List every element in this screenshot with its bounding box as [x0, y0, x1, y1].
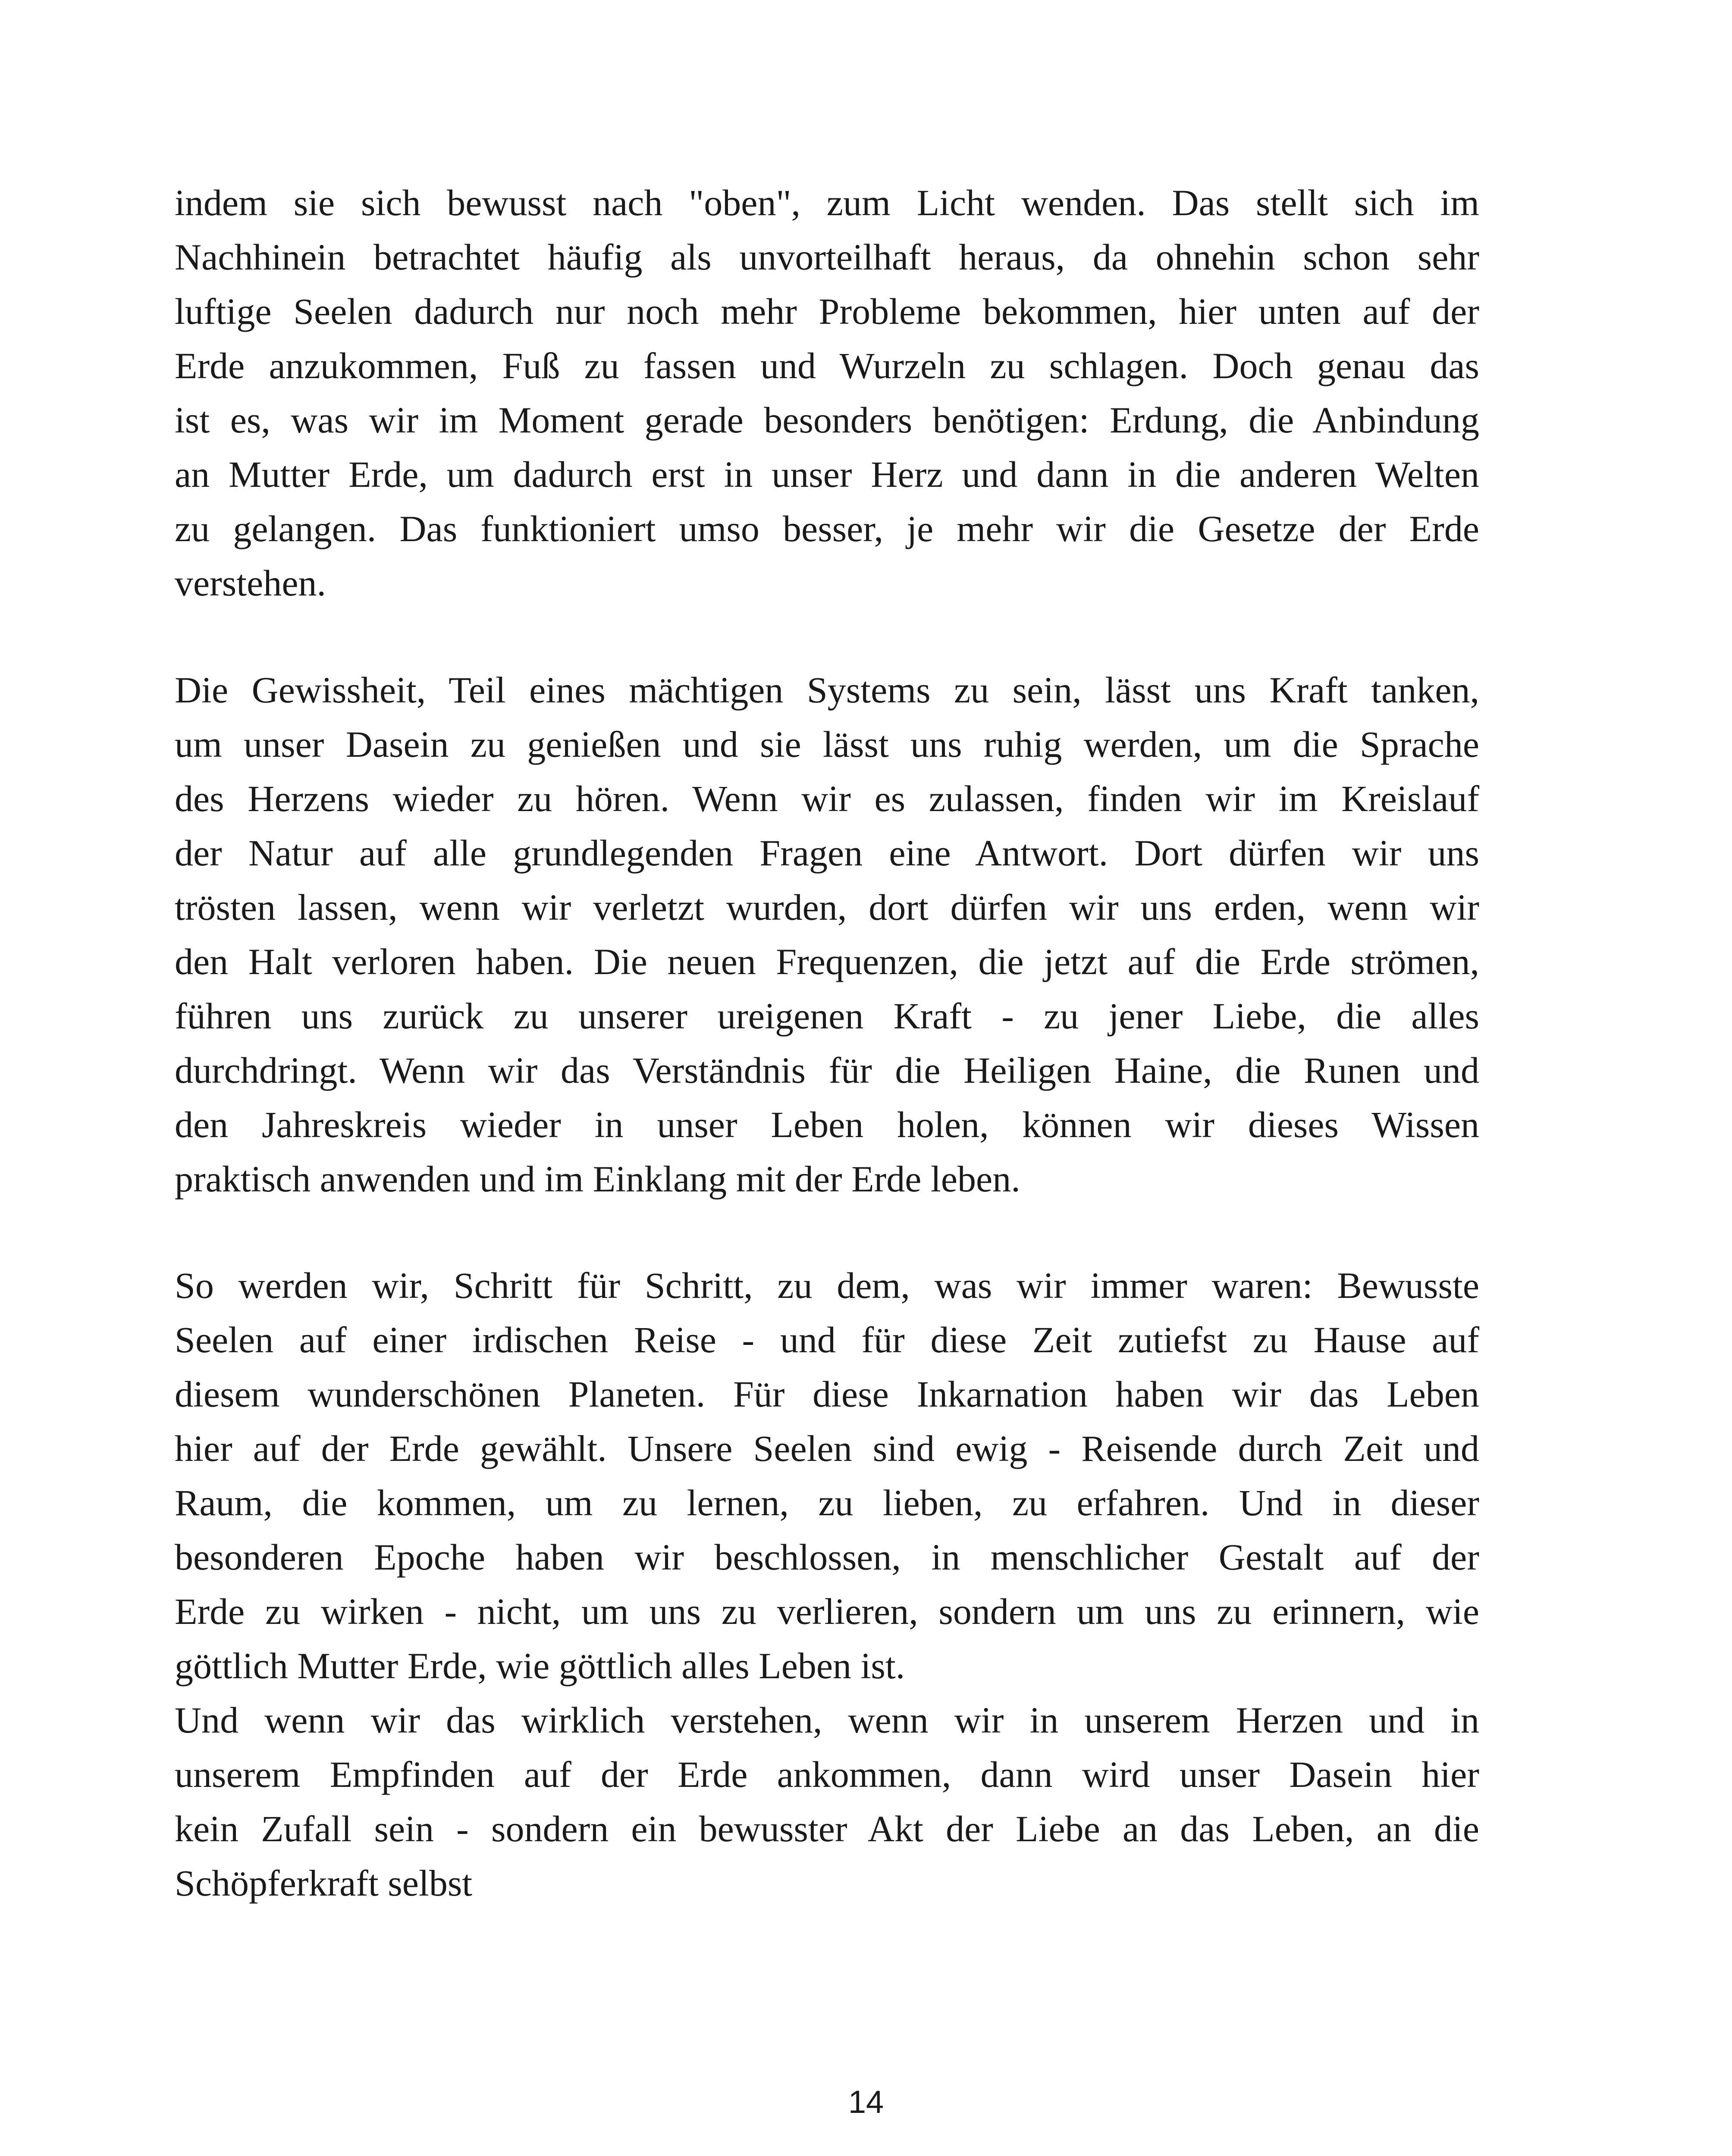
- text-line: diesem wunderschönen Planeten. Für diese Inkarnation haben wir das Leben: [175, 1373, 1479, 1415]
- text-line: luftige Seelen dadurch nur noch mehr Probleme bekommen, hier unten auf der: [175, 291, 1479, 332]
- text-line: an Mutter Erde, um dadurch erst in unser Herz und dann in die anderen Welten: [175, 454, 1479, 495]
- text-line: Nachhinein betrachtet häufig als unvorteilhaft heraus, da ohnehin schon sehr: [175, 236, 1479, 278]
- text-line: Erde anzukommen, Fuß zu fassen und Wurzeln zu schlagen. Doch genau das: [175, 345, 1479, 386]
- text-line: den Jahreskreis wieder in unser Leben holen, können wir dieses Wissen: [175, 1104, 1479, 1145]
- text-line: hier auf der Erde gewählt. Unsere Seelen sind ewig - Reisende durch Zeit und: [175, 1428, 1479, 1469]
- text-line: des Herzens wieder zu hören. Wenn wir es zulassen, finden wir im Kreislauf: [175, 778, 1479, 819]
- text-line: kein Zufall sein - sondern ein bewusster Akt der Liebe an das Leben, an die: [175, 1808, 1479, 1849]
- paragraph-1: [175, 175, 1479, 610]
- text-line: Und wenn wir das wirklich verstehen, wenn wir in unserem Herzen und in: [175, 1699, 1479, 1741]
- text-line: göttlich Mutter Erde, wie göttlich alles Leben ist.: [175, 1645, 905, 1686]
- text-line: trösten lassen, wenn wir verletzt wurden, dort dürfen wir uns erden, wenn wir: [175, 887, 1479, 928]
- text-line: den Halt verloren haben. Die neuen Frequenzen, die jetzt auf die Erde strömen,: [175, 941, 1479, 982]
- text-line: So werden wir, Schritt für Schritt, zu dem, was wir immer waren: Bewusste: [175, 1265, 1479, 1306]
- text-line: ist es, was wir im Moment gerade besonders benötigen: Erdung, die Anbindung: [175, 399, 1479, 441]
- text-line: praktisch anwenden und im Einklang mit der Erde leben.: [175, 1158, 1020, 1200]
- text-line: führen uns zurück zu unserer ureigenen Kraft - zu jener Liebe, die alles: [175, 995, 1479, 1037]
- text-line: besonderen Epoche haben wir beschlossen, in menschlicher Gestalt auf der: [175, 1536, 1479, 1578]
- text-line: unserem Empfinden auf der Erde ankommen, dann wird unser Dasein hier: [175, 1754, 1479, 1795]
- text-line: Seelen auf einer irdischen Reise - und für diese Zeit zutiefst zu Hause auf: [175, 1319, 1479, 1360]
- text-line: um unser Dasein zu genießen und sie lässt uns ruhig werden, um die Sprache: [175, 724, 1479, 765]
- text-line: Schöpferkraft selbst: [175, 1862, 473, 1904]
- paragraph-2: [175, 663, 1479, 1206]
- text-line: indem sie sich bewusst nach "oben", zum Licht wenden. Das stellt sich im: [175, 182, 1479, 223]
- page-number: 14: [848, 2084, 884, 2120]
- text-line: der Natur auf alle grundlegenden Fragen eine Antwort. Dort dürfen wir uns: [175, 832, 1479, 874]
- text-line: Die Gewissheit, Teil eines mächtigen Systems zu sein, lässt uns Kraft tanken,: [175, 669, 1479, 711]
- text-line: durchdringt. Wenn wir das Verständnis für die Heiligen Haine, die Runen und: [175, 1050, 1479, 1091]
- text-line: Erde zu wirken - nicht, um uns zu verlieren, sondern um uns zu erinnern, wie: [175, 1591, 1479, 1632]
- text-line: zu gelangen. Das funktioniert umso besser, je mehr wir die Gesetze der Erde: [175, 508, 1479, 549]
- text-line: Raum, die kommen, um zu lernen, zu lieben, zu erfahren. Und in dieser: [175, 1482, 1479, 1523]
- paragraph-3: [175, 1258, 1479, 1910]
- text-line: verstehen.: [175, 562, 326, 604]
